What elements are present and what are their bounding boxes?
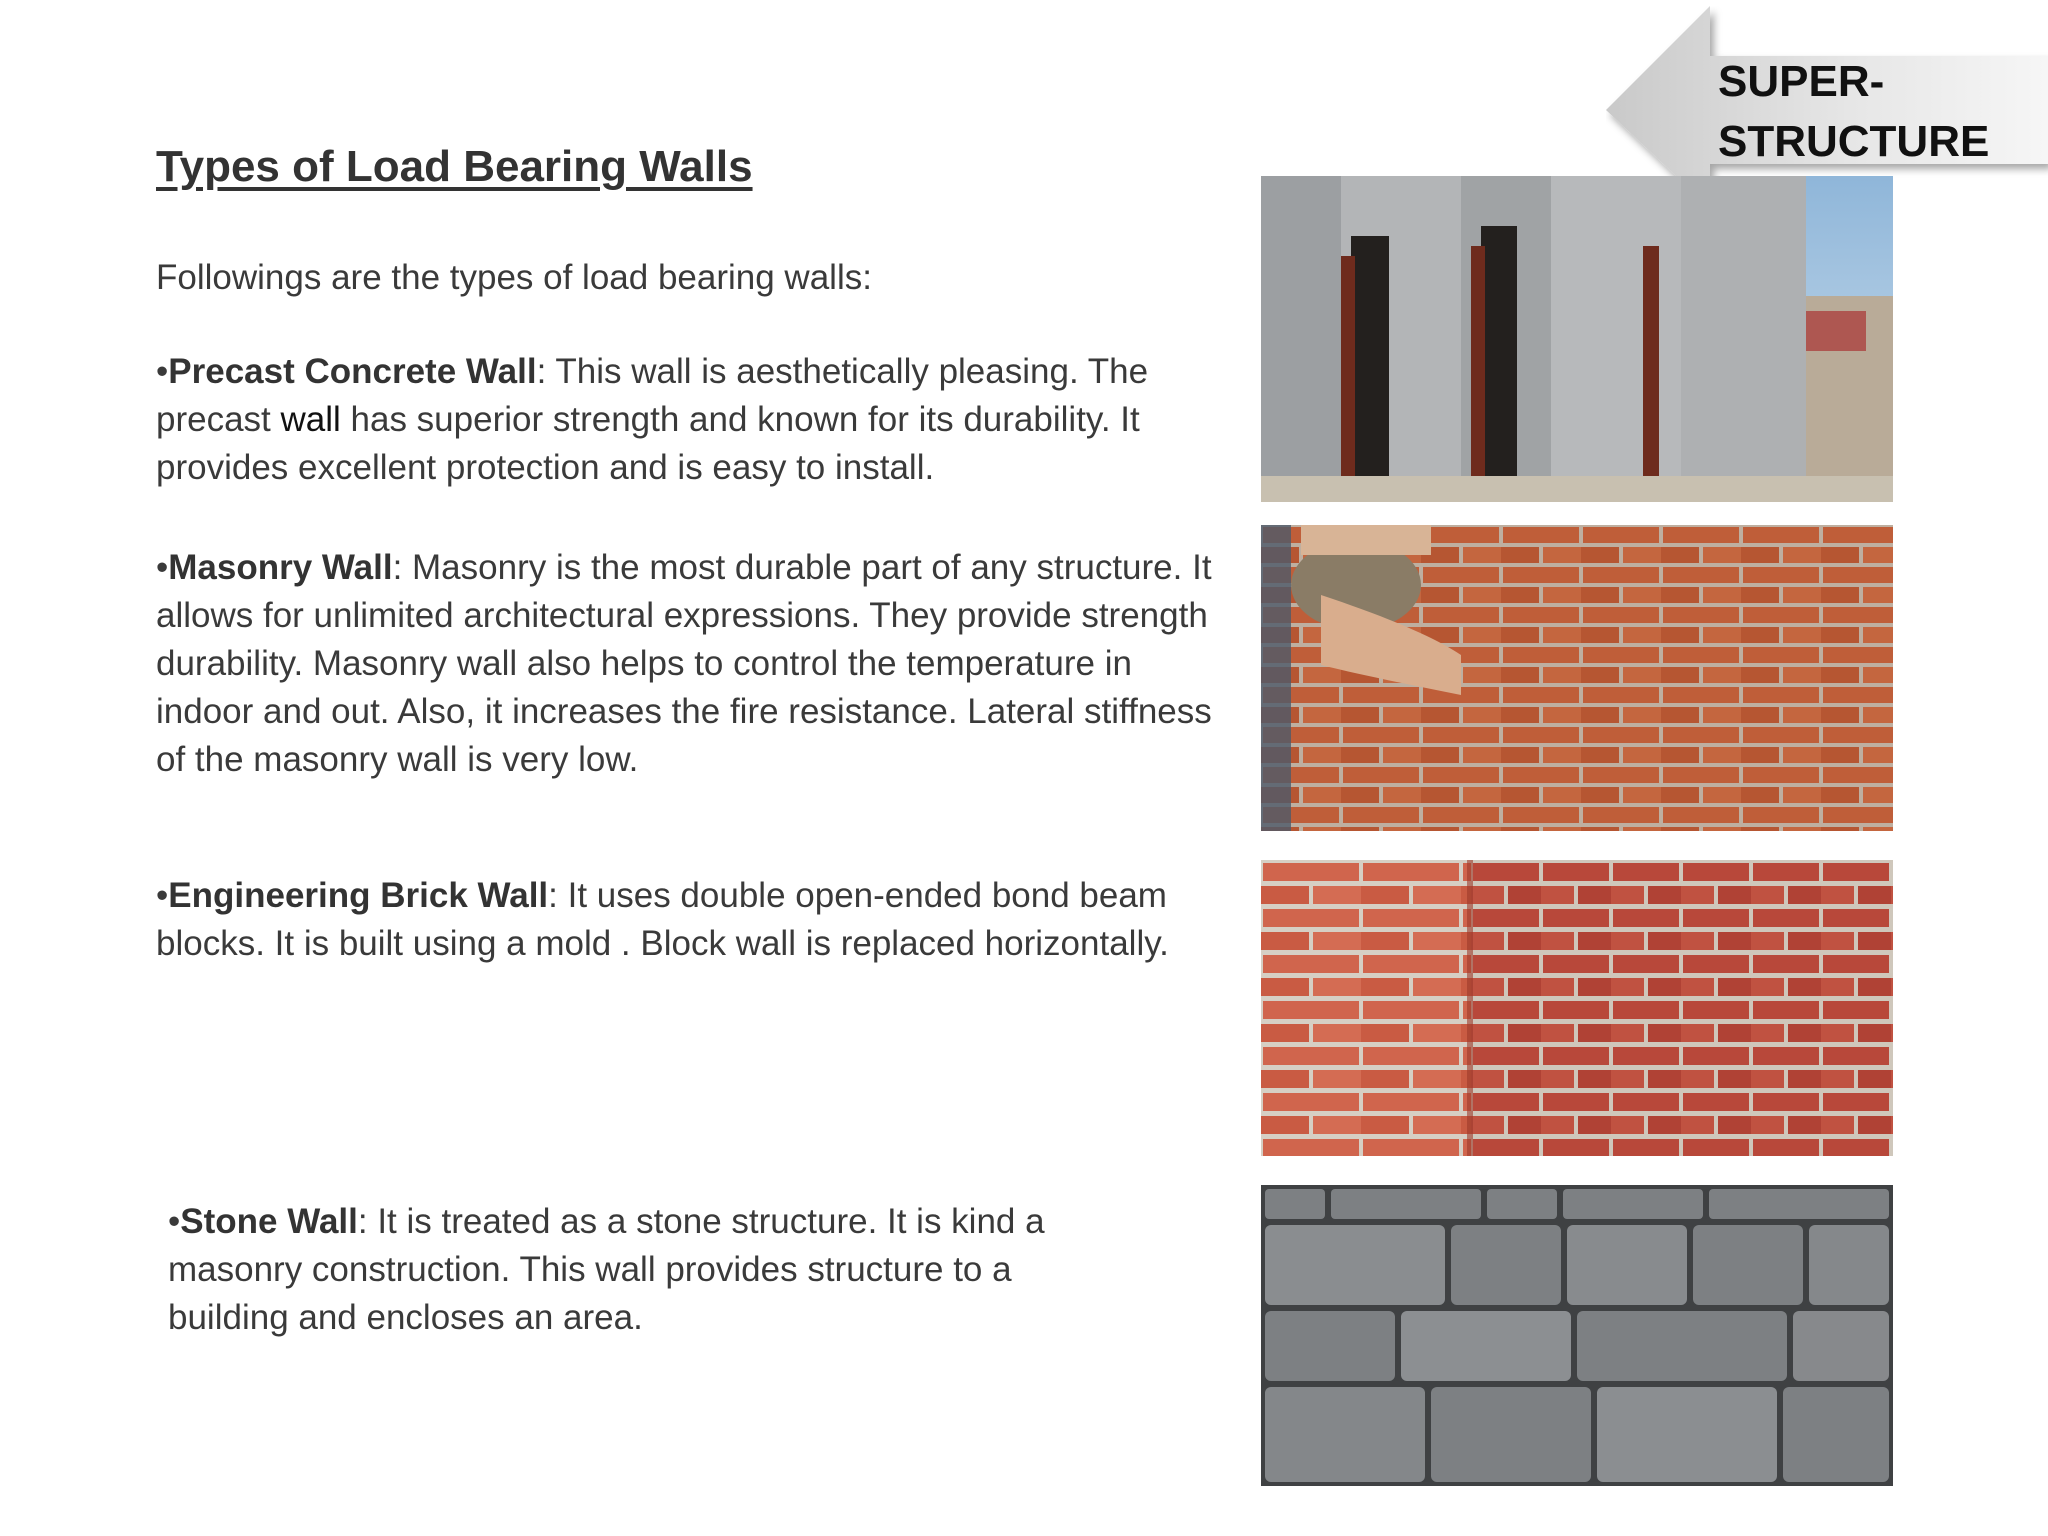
item-text-rest: has superior strength and known for its durability. It provides excellent protection and is easy to install. <box>156 400 1140 487</box>
item-term: Precast Concrete Wall <box>168 352 537 391</box>
stone-wall-photo <box>1261 1185 1893 1486</box>
masonry-brick-laying-photo <box>1261 525 1893 831</box>
intro-text: Followings are the types of load bearing walls: <box>156 258 872 297</box>
item-text: : Masonry is the most durable part of any structure. It allows for unlimited architectural expressions. They provide strength durability. Masonry wall also helps to control the temperature in indoor and out. Also, it increases the fire resistance. Lateral stiffness of the masonry wall is very low. <box>156 548 1212 779</box>
banner-line-2: STRUCTURE <box>1718 117 1990 166</box>
bullet: • <box>156 352 169 391</box>
item-term: Masonry Wall <box>168 548 393 587</box>
precast-concrete-wall-photo <box>1261 176 1893 502</box>
banner-line-1: SUPER- <box>1718 57 1885 106</box>
list-item-precast <box>156 348 1216 492</box>
list-item-masonry <box>156 544 1216 784</box>
item-text: : This wall is aesthetically pleasing. The precast <box>156 352 1149 439</box>
banner-title <box>1718 52 1989 172</box>
bullet: • <box>156 548 169 587</box>
bullet: • <box>168 1202 181 1241</box>
engineering-brick-wall-photo <box>1261 860 1893 1156</box>
item-text: : It uses double open-ended bond beam blocks. It is built using a mold . Block wall is replaced horizontally. <box>156 876 1169 963</box>
item-term: Engineering Brick Wall <box>168 876 549 915</box>
list-item-engineering-brick <box>156 872 1216 968</box>
bullet: • <box>156 876 169 915</box>
item-text: : It is treated as a stone structure. It is kind a masonry construction. This wall provides structure to a building and encloses an area. <box>168 1202 1045 1337</box>
page-title: Types of Load Bearing Walls <box>156 142 753 191</box>
item-term: Stone Wall <box>180 1202 358 1241</box>
item-text-highlight: wall <box>280 400 341 439</box>
list-item-stone <box>168 1198 1108 1342</box>
